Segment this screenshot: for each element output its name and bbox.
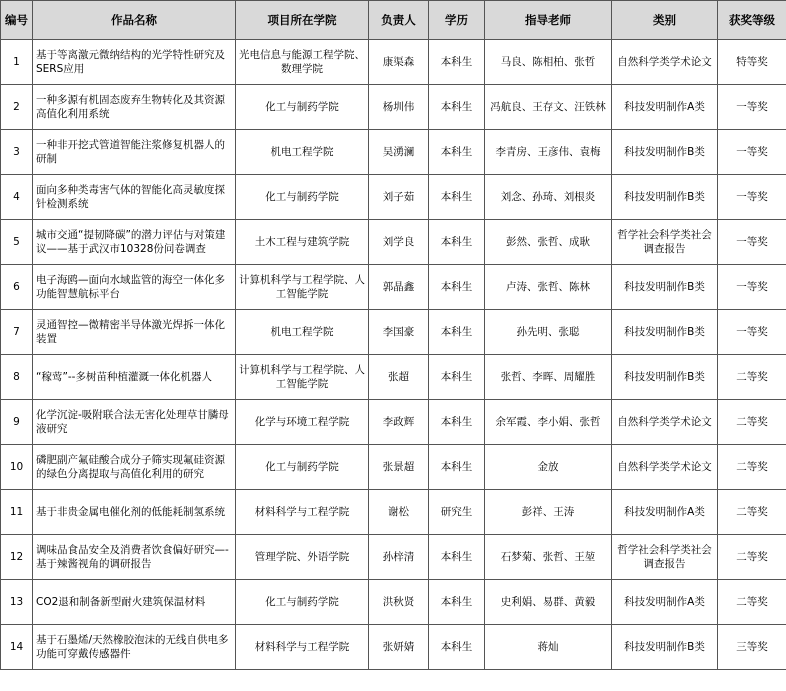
cell-degree: 研究生 [429, 490, 485, 535]
cell-title: 磷肥副产氟硅酸合成分子筛实现氟硅资源的绿色分离提取与高值化利用的研究 [33, 445, 236, 490]
cell-category: 科技发明制作B类 [612, 310, 718, 355]
cell-advisor: 孙先明、张聪 [485, 310, 612, 355]
table-row [1, 445, 786, 490]
cell-no: 3 [1, 130, 33, 175]
cell-no: 10 [1, 445, 33, 490]
cell-title: 一种多源有机固态废弃生物转化及其资源高值化利用系统 [33, 85, 236, 130]
table-row [1, 265, 786, 310]
table-row [1, 310, 786, 355]
cell-no: 13 [1, 580, 33, 625]
cell-no: 11 [1, 490, 33, 535]
cell-no: 8 [1, 355, 33, 400]
cell-advisor: 史利娟、易群、黄毅 [485, 580, 612, 625]
cell-no: 14 [1, 625, 33, 670]
header-degree: 学历 [429, 1, 485, 40]
table-row [1, 130, 786, 175]
table-row [1, 535, 786, 580]
cell-leader: 洪秋贤 [369, 580, 429, 625]
cell-no: 9 [1, 400, 33, 445]
cell-advisor: 金放 [485, 445, 612, 490]
table-row [1, 355, 786, 400]
cell-award: 一等奖 [718, 130, 786, 175]
cell-title: 基于非贵金属电催化剂的低能耗制氢系统 [33, 490, 236, 535]
cell-title: 电子海鸥—面向水域监管的海空一体化多功能智慧航标平台 [33, 265, 236, 310]
cell-category: 科技发明制作B类 [612, 265, 718, 310]
cell-degree: 本科生 [429, 40, 485, 85]
cell-degree: 本科生 [429, 625, 485, 670]
cell-school: 土木工程与建筑学院 [236, 220, 369, 265]
table-row [1, 490, 786, 535]
cell-category: 哲学社会科学类社会调查报告 [612, 535, 718, 580]
cell-award: 二等奖 [718, 490, 786, 535]
cell-category: 自然科学类学术论文 [612, 400, 718, 445]
cell-degree: 本科生 [429, 130, 485, 175]
cell-leader: 郭晶鑫 [369, 265, 429, 310]
header-category: 类别 [612, 1, 718, 40]
cell-degree: 本科生 [429, 175, 485, 220]
cell-degree: 本科生 [429, 580, 485, 625]
cell-category: 科技发明制作B类 [612, 130, 718, 175]
cell-category: 科技发明制作A类 [612, 490, 718, 535]
table-row [1, 400, 786, 445]
cell-degree: 本科生 [429, 535, 485, 580]
cell-award: 一等奖 [718, 310, 786, 355]
cell-advisor: 余军霞、李小娟、张哲 [485, 400, 612, 445]
cell-school: 管理学院、外语学院 [236, 535, 369, 580]
header-leader: 负责人 [369, 1, 429, 40]
cell-advisor: 蒋灿 [485, 625, 612, 670]
cell-category: 科技发明制作A类 [612, 85, 718, 130]
cell-degree: 本科生 [429, 265, 485, 310]
cell-degree: 本科生 [429, 445, 485, 490]
cell-award: 二等奖 [718, 535, 786, 580]
cell-leader: 刘子茹 [369, 175, 429, 220]
cell-category: 科技发明制作B类 [612, 355, 718, 400]
cell-leader: 谢松 [369, 490, 429, 535]
cell-category: 自然科学类学术论文 [612, 40, 718, 85]
cell-leader: 张景超 [369, 445, 429, 490]
cell-leader: 李政辉 [369, 400, 429, 445]
header-advisor: 指导老师 [485, 1, 612, 40]
cell-school: 化工与制药学院 [236, 85, 369, 130]
cell-degree: 本科生 [429, 220, 485, 265]
cell-no: 5 [1, 220, 33, 265]
cell-title: 基于等离激元微纳结构的光学特性研究及SERS应用 [33, 40, 236, 85]
cell-category: 科技发明制作B类 [612, 625, 718, 670]
header-title: 作品名称 [33, 1, 236, 40]
cell-award: 三等奖 [718, 625, 786, 670]
cell-advisor: 马良、陈相柏、张哲 [485, 40, 612, 85]
cell-award: 一等奖 [718, 85, 786, 130]
cell-advisor: 李青房、王彦伟、袁梅 [485, 130, 612, 175]
table-row [1, 625, 786, 670]
cell-school: 材料科学与工程学院 [236, 490, 369, 535]
cell-degree: 本科生 [429, 310, 485, 355]
cell-school: 机电工程学院 [236, 130, 369, 175]
cell-school: 化工与制药学院 [236, 175, 369, 220]
cell-award: 二等奖 [718, 400, 786, 445]
cell-award: 特等奖 [718, 40, 786, 85]
cell-title: 灵通智控—微精密半导体激光焊拆一体化装置 [33, 310, 236, 355]
cell-school: 计算机科学与工程学院、人工智能学院 [236, 265, 369, 310]
cell-school: 化学与环境工程学院 [236, 400, 369, 445]
cell-title: 化学沉淀-吸附联合法无害化处理草甘膦母液研究 [33, 400, 236, 445]
cell-degree: 本科生 [429, 355, 485, 400]
cell-award: 二等奖 [718, 445, 786, 490]
cell-no: 6 [1, 265, 33, 310]
table-row [1, 175, 786, 220]
table-header [1, 1, 786, 40]
header-school: 项目所在学院 [236, 1, 369, 40]
cell-school: 化工与制药学院 [236, 580, 369, 625]
cell-leader: 张超 [369, 355, 429, 400]
table-row [1, 85, 786, 130]
cell-school: 化工与制药学院 [236, 445, 369, 490]
cell-leader: 李国豪 [369, 310, 429, 355]
cell-no: 2 [1, 85, 33, 130]
cell-advisor: 张哲、李晖、周耀胜 [485, 355, 612, 400]
cell-advisor: 彭然、张哲、成耿 [485, 220, 612, 265]
cell-leader: 吴湧澜 [369, 130, 429, 175]
cell-no: 7 [1, 310, 33, 355]
cell-leader: 孙梓清 [369, 535, 429, 580]
cell-advisor: 石梦菊、张哲、王堃 [485, 535, 612, 580]
cell-advisor: 刘念、孙琦、刘根炎 [485, 175, 612, 220]
cell-degree: 本科生 [429, 400, 485, 445]
cell-title: CO2退和制备新型耐火建筑保温材料 [33, 580, 236, 625]
header-award: 获奖等级 [718, 1, 786, 40]
cell-award: 二等奖 [718, 580, 786, 625]
cell-category: 哲学社会科学类社会调查报告 [612, 220, 718, 265]
cell-advisor: 卢涛、张哲、陈林 [485, 265, 612, 310]
header-no: 编号 [1, 1, 33, 40]
cell-title: 面向多种类毒害气体的智能化高灵敏度探针检测系统 [33, 175, 236, 220]
cell-title: 一种非开挖式管道智能注浆修复机器人的研制 [33, 130, 236, 175]
cell-award: 二等奖 [718, 355, 786, 400]
cell-title: 基于石墨烯/天然橡胶泡沫的无线自供电多功能可穿戴传感器件 [33, 625, 236, 670]
cell-school: 光电信息与能源工程学院、数理学院 [236, 40, 369, 85]
cell-advisor: 彭祥、王涛 [485, 490, 612, 535]
cell-school: 机电工程学院 [236, 310, 369, 355]
cell-school: 材料科学与工程学院 [236, 625, 369, 670]
table-row [1, 40, 786, 85]
cell-title: 城市交通“提韧降碳”的潜力评估与对策建议——基于武汉市10328份问卷调查 [33, 220, 236, 265]
cell-no: 4 [1, 175, 33, 220]
header-row [1, 1, 786, 40]
cell-leader: 杨圳伟 [369, 85, 429, 130]
cell-no: 12 [1, 535, 33, 580]
cell-degree: 本科生 [429, 85, 485, 130]
cell-award: 一等奖 [718, 175, 786, 220]
cell-category: 自然科学类学术论文 [612, 445, 718, 490]
table-row [1, 580, 786, 625]
cell-category: 科技发明制作A类 [612, 580, 718, 625]
cell-title: “稼莺”--多树苗种植灌溉一体化机器人 [33, 355, 236, 400]
cell-leader: 康渠森 [369, 40, 429, 85]
cell-award: 一等奖 [718, 265, 786, 310]
cell-leader: 刘学良 [369, 220, 429, 265]
cell-no: 1 [1, 40, 33, 85]
cell-title: 调味品食品安全及消费者饮食偏好研究—-基于辣酱视角的调研报告 [33, 535, 236, 580]
cell-award: 一等奖 [718, 220, 786, 265]
table-row [1, 220, 786, 265]
cell-category: 科技发明制作B类 [612, 175, 718, 220]
cell-school: 计算机科学与工程学院、人工智能学院 [236, 355, 369, 400]
cell-leader: 张妍婧 [369, 625, 429, 670]
cell-advisor: 冯航良、王存文、汪铁林 [485, 85, 612, 130]
table-body [1, 40, 786, 670]
